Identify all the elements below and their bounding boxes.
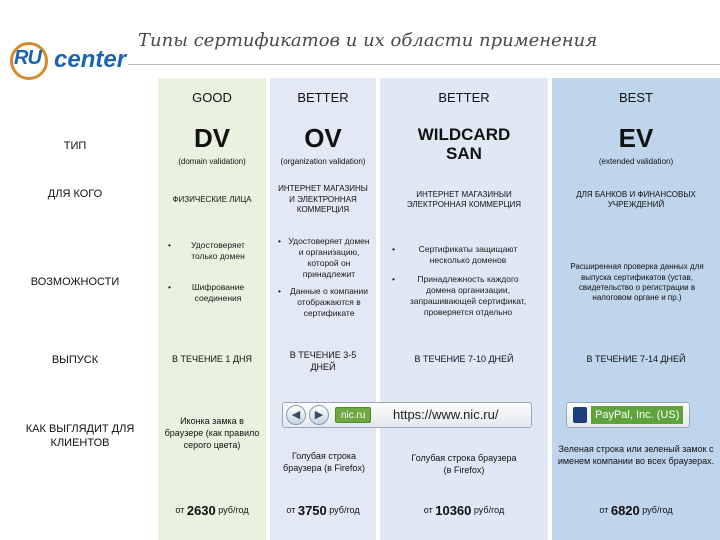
row-label-type: ТИП (63, 140, 87, 152)
col-wildcard-level: BETTER (438, 89, 490, 105)
col-good-price (158, 500, 266, 520)
feature-item: • Удостоверяет только домен (168, 240, 258, 262)
row-label-issuance: ВЫПУСК (51, 354, 99, 366)
col-wildcard-audience: ИНТЕРНЕТ МАГАЗИНЫИ ЭЛЕКТРОННАЯ КОММЕРЦИЯ (406, 189, 522, 209)
logo-ru-text: RU (14, 47, 41, 69)
ev-company-badge: PayPal, Inc. (US) (591, 406, 683, 424)
browser-address-bar (282, 402, 532, 428)
col-wildcard-appearance: Голубая строка браузера (в Firefox) (411, 453, 517, 475)
col-ev-features: Расширенная проверка данных для выпуска сертификатов (устав, свидетельство о регистрации в налоговом органе и пр.) (570, 262, 704, 303)
type-subtitle: (domain validation) (178, 156, 246, 166)
col-ov-features (278, 236, 370, 319)
price-prefix: от (599, 505, 609, 515)
col-wildcard-price (380, 500, 548, 520)
col-good-appearance: Иконка замка в браузере (как правило серого цвета) (164, 416, 260, 450)
header-divider (128, 64, 720, 65)
feature-item: • Сертификаты защищают несколько доменов (392, 244, 534, 266)
row-label-for-whom: ДЛЯ КОГО (47, 188, 103, 200)
logo-word-text: center (54, 46, 127, 73)
col-ov-level: BETTER (297, 89, 349, 105)
forward-arrow-icon: ▶ (309, 405, 329, 425)
price-amount: 3750 (297, 502, 327, 518)
site-identity-badge: nic.ru (335, 407, 371, 423)
col-good-level: GOOD (192, 89, 232, 105)
col-wildcard-issuance: В ТЕЧЕНИЕ 7-10 ДНЕЙ (414, 354, 514, 365)
col-wildcard-features (392, 244, 534, 318)
paypal-favicon-icon (573, 407, 587, 423)
price-suffix: руб/год (642, 505, 673, 515)
price-amount: 10360 (435, 502, 472, 518)
col-ov-issuance: В ТЕЧЕНИЕ 3-5 ДНЕЙ (289, 350, 357, 372)
price-suffix: руб/год (218, 505, 249, 515)
col-ev-appearance: Зеленая строка или зеленый замок с именем компании во всех браузерах. (557, 444, 715, 466)
type-subtitle: (extended validation) (598, 156, 674, 166)
col-ev-type (552, 120, 720, 170)
price-suffix: руб/год (473, 505, 505, 515)
type-code: DV (193, 122, 231, 153)
type-code: EV (618, 122, 654, 153)
price-prefix: от (423, 505, 433, 515)
browser-url: https://www.nic.ru/ (393, 407, 499, 422)
type-code: WILDCARD SAN (417, 125, 511, 163)
col-ev-price (552, 500, 720, 520)
type-subtitle: (organization validation) (280, 156, 366, 166)
page-title: Типы сертификатов и их области применения (138, 30, 598, 51)
feature-item: • Удостоверяет домен и организацию, которой он принадлежит (278, 236, 370, 280)
back-arrow-icon: ◀ (286, 405, 306, 425)
feature-item: • Шифрование соединения (168, 282, 258, 304)
row-label-features: ВОЗМОЖНОСТИ (30, 276, 120, 288)
ev-address-bar (566, 402, 690, 428)
col-good-type (158, 120, 266, 170)
price-amount: 2630 (186, 502, 216, 518)
price-prefix: от (286, 505, 296, 515)
col-ov-appearance: Голубая строка браузера (в Firefox) (283, 451, 365, 473)
type-code: OV (304, 122, 342, 153)
col-ev-issuance: В ТЕЧЕНИЕ 7-14 ДНЕЙ (586, 354, 686, 365)
col-ov-audience: ИНТЕРНЕТ МАГАЗИНЫ И ЭЛЕКТРОННАЯ КОММЕРЦИЯ (278, 184, 368, 215)
col-ov-type (270, 120, 376, 170)
feature-item: • Данные о компании отображаются в сертификате (278, 286, 370, 319)
row-label-appearance: КАК ВЫГЛЯДИТ ДЛЯ КЛИЕНТОВ (25, 423, 135, 450)
ru-center-logo (10, 38, 136, 82)
col-good-features (168, 240, 258, 304)
col-good-audience: ФИЗИЧЕСКИЕ ЛИЦА (172, 194, 252, 204)
col-good-issuance: В ТЕЧЕНИЕ 1 ДНЯ (171, 354, 253, 365)
col-ev-audience: ДЛЯ БАНКОВ И ФИНАНСОВЫХ УЧРЕЖДЕНИЙ (576, 189, 696, 209)
col-ov-price (270, 500, 376, 520)
price-amount: 6820 (610, 502, 640, 518)
feature-item: • Принадлежность каждого домена организации, запрашивающей сертификат, проверяется отдельно (392, 274, 534, 318)
price-prefix: от (175, 505, 185, 515)
price-suffix: руб/год (329, 505, 360, 515)
col-wildcard-type (400, 120, 528, 170)
col-ev-level: BEST (619, 89, 653, 105)
